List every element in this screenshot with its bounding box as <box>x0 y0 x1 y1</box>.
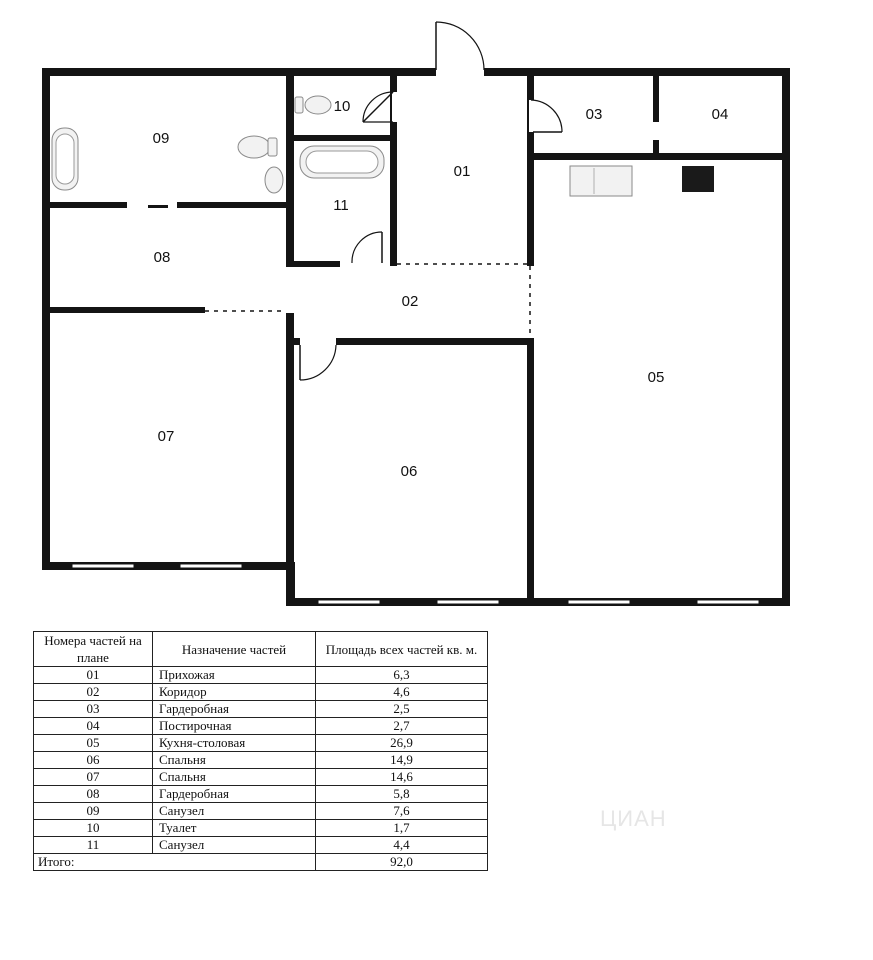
table-header-row <box>34 632 488 667</box>
room-label-09: 09 <box>152 130 170 147</box>
table-total-row <box>34 854 488 871</box>
row-purpose: Коридор <box>153 684 316 701</box>
row-area: 4,4 <box>316 837 488 854</box>
table-row <box>34 752 488 769</box>
row-number: 03 <box>34 701 153 718</box>
row-purpose: Санузел <box>153 803 316 820</box>
total-label: Итого: <box>34 854 316 871</box>
row-number: 02 <box>34 684 153 701</box>
row-purpose: Кухня-столовая <box>153 735 316 752</box>
header-number: Номера частей на плане <box>34 632 153 667</box>
table-row <box>34 684 488 701</box>
row-number: 04 <box>34 718 153 735</box>
watermark-logo: ЦИАН <box>600 806 667 831</box>
row-purpose: Гардеробная <box>153 701 316 718</box>
header-purpose: Назначение частей <box>153 632 316 667</box>
table-row <box>34 803 488 820</box>
room-label-01: 01 <box>453 163 471 180</box>
row-area: 2,5 <box>316 701 488 718</box>
room-label-10: 10 <box>333 98 351 115</box>
room-explication-table <box>33 631 488 871</box>
row-purpose: Спальня <box>153 769 316 786</box>
outer-walls <box>42 68 790 606</box>
room-label-07: 07 <box>157 428 175 445</box>
table-row <box>34 820 488 837</box>
toilet-10 <box>295 96 331 114</box>
table-row <box>34 735 488 752</box>
row-number: 07 <box>34 769 153 786</box>
room-label-03: 03 <box>585 106 603 123</box>
row-number: 01 <box>34 667 153 684</box>
kitchen-sink-05 <box>570 166 632 196</box>
row-area: 26,9 <box>316 735 488 752</box>
row-area: 1,7 <box>316 820 488 837</box>
row-number: 11 <box>34 837 153 854</box>
total-value: 92,0 <box>316 854 488 871</box>
row-area: 5,8 <box>316 786 488 803</box>
room-label-11: 11 <box>333 197 349 214</box>
table-row <box>34 667 488 684</box>
room-label-02: 02 <box>401 293 419 310</box>
header-area: Площадь всех частей кв. м. <box>316 632 488 667</box>
row-area: 4,6 <box>316 684 488 701</box>
bathtub-11 <box>300 146 384 178</box>
row-area: 2,7 <box>316 718 488 735</box>
row-number: 09 <box>34 803 153 820</box>
interior-walls <box>42 72 790 606</box>
table-row <box>34 701 488 718</box>
fixtures <box>52 96 714 196</box>
room-label-08: 08 <box>153 249 171 266</box>
row-purpose: Спальня <box>153 752 316 769</box>
row-purpose: Санузел <box>153 837 316 854</box>
table-row <box>34 718 488 735</box>
room-label-05: 05 <box>647 369 665 386</box>
sink-09 <box>265 167 283 193</box>
room-label-04: 04 <box>711 106 729 123</box>
bathtub-09 <box>52 128 78 190</box>
row-purpose: Постирочная <box>153 718 316 735</box>
row-purpose: Прихожая <box>153 667 316 684</box>
row-number: 08 <box>34 786 153 803</box>
row-area: 14,9 <box>316 752 488 769</box>
row-purpose: Туалет <box>153 820 316 837</box>
table-row <box>34 786 488 803</box>
row-area: 6,3 <box>316 667 488 684</box>
row-number: 06 <box>34 752 153 769</box>
toilet-09 <box>238 136 277 158</box>
table-row <box>34 837 488 854</box>
room-label-06: 06 <box>400 463 418 480</box>
row-number: 10 <box>34 820 153 837</box>
stove-05 <box>682 166 714 192</box>
table-row <box>34 769 488 786</box>
open-boundaries <box>205 264 530 338</box>
row-area: 14,6 <box>316 769 488 786</box>
row-number: 05 <box>34 735 153 752</box>
row-purpose: Гардеробная <box>153 786 316 803</box>
row-area: 7,6 <box>316 803 488 820</box>
